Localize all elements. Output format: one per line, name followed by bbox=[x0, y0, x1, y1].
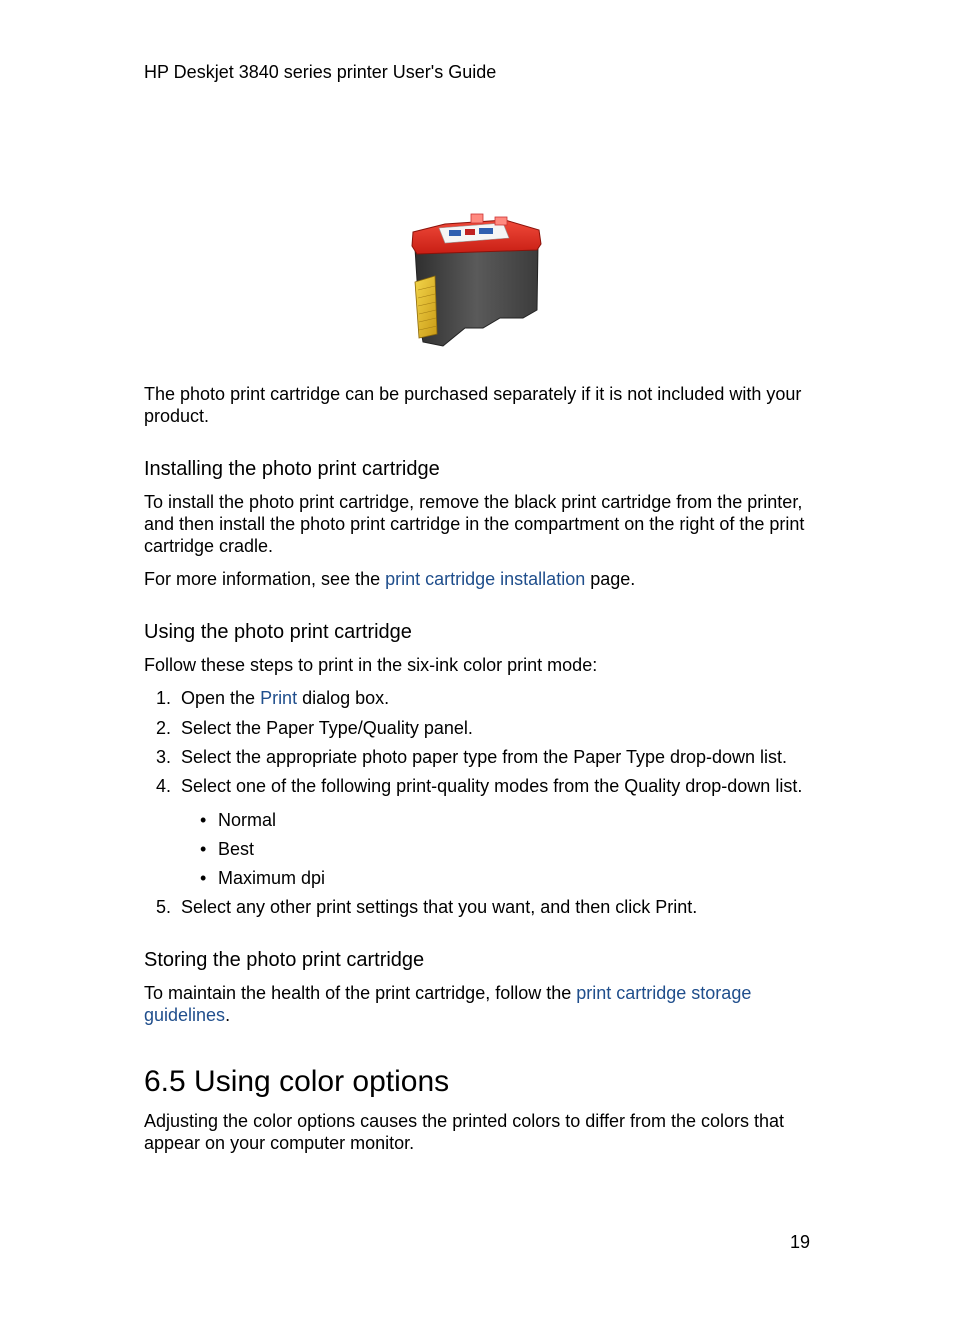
intro-paragraph: The photo print cartridge can be purchased separately if it is not included with your product. bbox=[144, 384, 802, 426]
mode-maximum-dpi bbox=[200, 867, 325, 889]
installing-paragraph: To install the photo print cartridge, remove the black print cartridge from the printer, and then install the photo print cartridge in the compartment on the right of the print cartridge cradle. bbox=[144, 492, 805, 556]
mode-best bbox=[200, 838, 254, 860]
section-heading: 6.5 Using color options bbox=[144, 1065, 450, 1098]
mode-label: Best bbox=[218, 839, 255, 859]
step-text: dialog box. bbox=[297, 688, 390, 708]
print-dialog-link[interactable]: Print bbox=[260, 688, 298, 708]
mode-label: Maximum dpi bbox=[218, 868, 326, 888]
ui-term: Paper Type bbox=[573, 747, 665, 767]
step-number: 5. bbox=[156, 897, 172, 917]
bullet: • bbox=[200, 839, 207, 859]
storing-heading: Storing the photo print cartridge bbox=[144, 949, 425, 971]
step-number: 4. bbox=[156, 776, 172, 796]
ui-term: Print bbox=[655, 897, 693, 917]
page-number: 19 bbox=[789, 1232, 810, 1252]
section-paragraph: Adjusting the color options causes the printed colors to differ from the colors that appear on your computer monitor. bbox=[144, 1111, 785, 1153]
step-text: drop-down list. bbox=[664, 747, 788, 767]
step-text: Open the bbox=[181, 688, 261, 708]
print-cartridge-storage-link[interactable]: print cartridge storage guidelines bbox=[144, 983, 752, 1025]
more-info-text: For more information, see the bbox=[144, 569, 386, 589]
bullet: • bbox=[200, 868, 207, 888]
step-text: Select one of the following print-quality modes from the bbox=[181, 776, 625, 796]
step-number: 3. bbox=[156, 747, 172, 767]
more-info-suffix: page. bbox=[585, 569, 636, 589]
storing-suffix: . bbox=[225, 1005, 231, 1025]
step-number: 1. bbox=[156, 688, 172, 708]
ui-term: Paper Type/Quality bbox=[266, 718, 419, 738]
step-2 bbox=[156, 717, 473, 739]
step-text: Select the bbox=[181, 718, 267, 738]
storing-paragraph bbox=[144, 982, 784, 1026]
print-cartridge-installation-link[interactable]: print cartridge installation bbox=[385, 569, 586, 589]
more-info-paragraph bbox=[144, 568, 824, 590]
photo-cartridge-image bbox=[405, 210, 545, 352]
using-intro: Follow these steps to print in the six-ink color print mode: bbox=[144, 655, 598, 675]
step-text: Select the appropriate photo paper type from the bbox=[181, 747, 574, 767]
cartridge-illustration bbox=[405, 210, 545, 352]
step-text: panel. bbox=[418, 718, 473, 738]
step-text: . bbox=[692, 897, 698, 917]
storing-text: To maintain the health of the print cartridge, follow the bbox=[144, 983, 577, 1003]
step-text: drop-down list. bbox=[680, 776, 803, 796]
step-text: Select any other print settings that you want, and then click bbox=[181, 897, 656, 917]
bullet: • bbox=[200, 810, 207, 830]
step-1 bbox=[156, 687, 389, 709]
step-number: 2. bbox=[156, 718, 172, 738]
using-heading: Using the photo print cartridge bbox=[144, 621, 412, 643]
mode-normal bbox=[200, 809, 276, 831]
step-5 bbox=[156, 896, 697, 918]
mode-label: Normal bbox=[218, 810, 277, 830]
ui-term: Quality bbox=[624, 776, 681, 796]
document-header: HP Deskjet 3840 series printer User's Guide bbox=[144, 62, 497, 82]
step-3 bbox=[156, 746, 787, 768]
installing-heading: Installing the photo print cartridge bbox=[144, 458, 440, 480]
step-4 bbox=[156, 775, 802, 797]
